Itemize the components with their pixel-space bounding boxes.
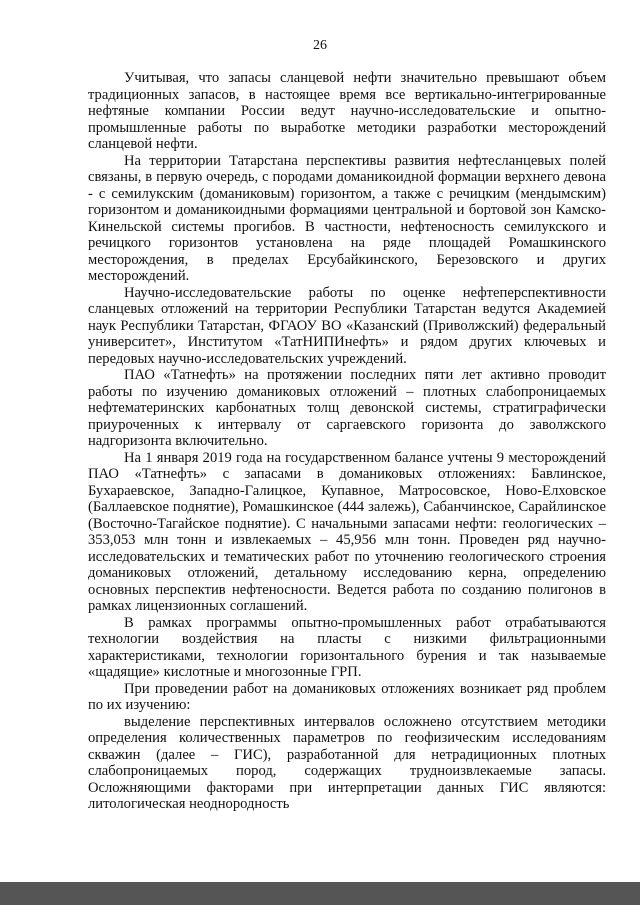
body-text — [88, 70, 606, 813]
page-number: 26 — [313, 38, 327, 53]
paragraph: выделение перспективных интервалов осложнено отсутствием методики определения количественных параметров по геофизическим исследованиям скважин (далее – ГИС), разработанной для нетрадиционных плотных слабопроницаемых пород, содержащих трудноизвлекаемые запасы. Осложняющими факторами при интерпретации данных ГИС являются: литологическая неоднородность — [88, 713, 606, 812]
paragraph: Научно-исследовательские работы по оценке нефтеперспективности сланцевых отложений на территории Республики Татарстан ведутся Академией наук Республики Татарстан, ФГАОУ ВО «Казанский (Приволжский) федеральный университет», Институтом «ТатНИПИнефть» и рядом других ключевых и передовых научно-исследовательских учреждений. — [88, 284, 606, 367]
paragraph: На 1 января 2019 года на государственном балансе учтены 9 месторождений ПАО «Татнефть» с запасами в доманиковых отложениях: Бавлинское, Бухараевское, Западно-Галицкое, Купавное, Матросовское, Ново-Елховское (Баллаевское поднятие), Ромашкинское (444 залежь), Сабанчинское, Сарайлинское (Восточно-Тагайское поднятие). С начальными запасами нефти: геологических – 353,053 млн тонн и извлекаемых – 45,956 млн тонн. Проведен ряд научно-исследовательских и тематических работ по уточнению геологического строения доманиковых отложений, детальному исследованию керна, определению основных перспектив нефтеносности. Ведется работа по созданию полигонов в рамках лицензионных соглашений. — [88, 449, 606, 614]
paragraph: При проведении работ на доманиковых отложениях возникает ряд проблем по их изучению: — [88, 680, 606, 713]
paragraph: На территории Татарстана перспективы развития нефтесланцевых полей связаны, в первую очередь, с породами доманикоидной формации верхнего девона - с семилукским (доманиковым) горизонтом, а также с речицким (мендымским) горизонтом и доманикоидными формациями центральной и бортовой зон Камско-Кинельской системы прогибов. В частности, нефтеносность семилукского и речицкого горизонтов установлена на ряде площадей Ромашкинского месторождения, в пределах Ерсубайкинского, Березовского и других месторождений. — [88, 152, 606, 284]
paragraph: ПАО «Татнефть» на протяжении последних пяти лет активно проводит работы по изучению доманиковых отложений – плотных слабопроницаемых нефтематеринских карбонатных толщ девонской системы, стратиграфически приуроченных к интервалу от саргаевского горизонта до заволжского надгоризонта включительно. — [88, 367, 606, 449]
scan-bottom-edge — [0, 882, 640, 905]
paragraph: Учитывая, что запасы сланцевой нефти значительно превышают объем традиционных запасов, в настоящее время все вертикально-интегрированные нефтяные компании России ведут научно-исследовательские и опытно-промышленные работы по выработке методики разработки месторождений сланцевой нефти. — [88, 70, 606, 152]
paragraph: В рамках программы опытно-промышленных работ отрабатываются технологии воздействия на пласты с низкими фильтрационными характеристиками, технологии горизонтального бурения и так называемые «щадящие» кислотные и многозонные ГРП. — [88, 614, 606, 680]
